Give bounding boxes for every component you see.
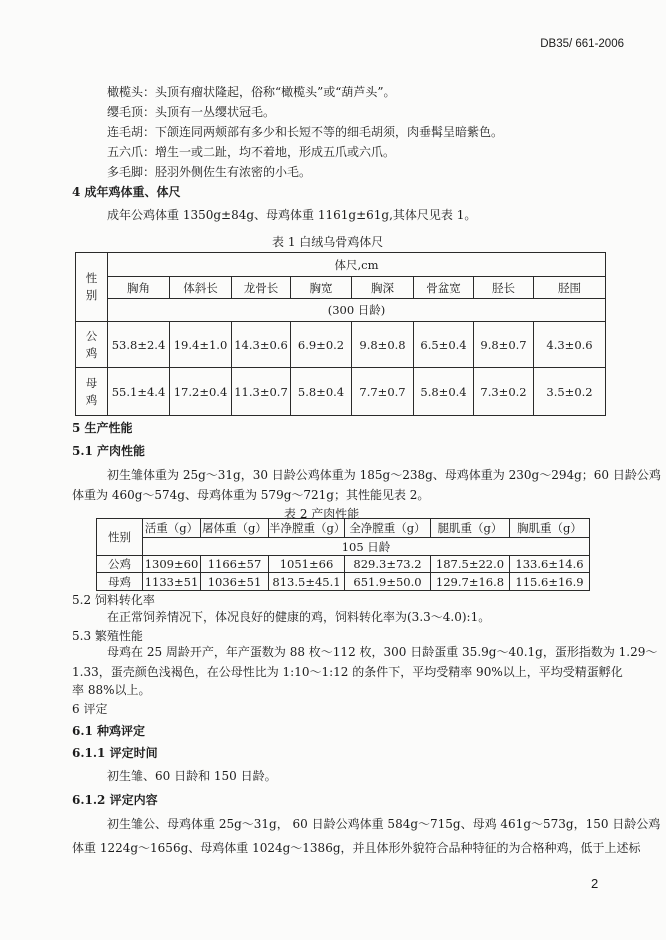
body-size-table [75,252,606,416]
table-group-header: 体尺,cm [108,253,606,277]
row-sex-cell: 公鸡 [97,556,143,573]
table-corner-cell: 性别 [97,519,143,556]
table-cell: 4.3±0.6 [534,322,606,368]
table-caption: 表 2 产肉性能 [284,507,360,521]
row-sex-cell: 母鸡 [97,573,143,591]
table-column-header: 胸角 [108,277,170,299]
paragraph: 率 88%以上。 [72,683,151,697]
definition-line: 多毛脚：胫羽外侧佐生有浓密的小毛。 [107,165,312,179]
table-corner-cell: 性 别 [76,253,108,322]
meat-performance-table [96,518,590,591]
paragraph: 成年公鸡体重 1350g±84g、母鸡体重 1161g±61g,其体尺见表 1。 [107,208,477,222]
paragraph: 体重为 460g～574g、母鸡体重为 579g～721g；其性能见表 2。 [72,488,430,502]
table-cell: 1051±66 [269,556,345,573]
table-cell: 133.6±14.6 [510,556,590,573]
table-column-header: 胸宽 [291,277,352,299]
table-column-header: 活重（g） [143,519,201,538]
definition-line: 连毛胡：下颌连同两颊部有多少和长短不等的细毛胡须，肉垂髯呈暗紫色。 [107,125,504,139]
table-column-header: 胫围 [534,277,606,299]
subsection-heading: 5.1 产肉性能 [72,444,146,458]
table-column-header: 全净膛重（g） [345,519,431,538]
subsection-heading: 5.3 繁殖性能 [72,629,143,643]
table-cell: 9.8±0.8 [352,322,414,368]
row-sex-cell: 公 鸡 [76,322,108,368]
document-code: DB35/ 661-2006 [540,38,624,50]
paragraph: 体重 1224g～1656g、母鸡体重 1024g～1386g，并且体形外貌符合品种特征的为合格种鸡，低于上述标 [72,841,641,855]
table-cell: 11.3±0.7 [232,368,291,416]
table-column-header: 半净膛重（g） [269,519,345,538]
table-column-header: 胫长 [474,277,534,299]
table-cell: 9.8±0.7 [474,322,534,368]
table-age-row: (300 日龄) [108,299,606,322]
table-column-header: 骨盆宽 [414,277,474,299]
subsection-heading: 6.1 种鸡评定 [72,724,146,738]
definition-line: 五六爪：增生一或二趾，均不着地，形成五爪或六爪。 [107,145,396,159]
subsection-heading: 6.1.2 评定内容 [72,793,158,807]
table-cell: 5.8±0.4 [414,368,474,416]
table-caption: 表 1 白绒乌骨鸡体尺 [272,235,384,249]
table-column-header: 腿肌重（g） [431,519,510,538]
section-heading: 4 成年鸡体重、体尺 [72,185,181,199]
table-cell: 651.9±50.0 [345,573,431,591]
table-cell: 6.9±0.2 [291,322,352,368]
paragraph: 初生雏体重为 25g～31g，30 日龄公鸡体重为 185g～238g、母鸡体重为 230g～294g；60 日龄公鸡 [107,468,661,482]
paragraph: 初生雏、60 日龄和 150 日龄。 [107,769,277,783]
definition-line: 缨毛顶：头顶有一丛缨状冠毛。 [107,105,276,119]
table-cell: 1166±57 [201,556,269,573]
table-cell: 6.5±0.4 [414,322,474,368]
table-column-header: 胸深 [352,277,414,299]
table-row [76,368,606,416]
table-cell: 5.8±0.4 [291,368,352,416]
table-cell: 19.4±1.0 [170,322,232,368]
paragraph: 母鸡在 25 周龄开产，年产蛋数为 88 枚～112 枚，300 日龄蛋重 35.9g～40.1g，蛋形指数为 1.29～ [107,645,658,659]
table-age-row: 105 日龄 [143,538,590,556]
section-heading: 5 生产性能 [72,421,133,435]
table-cell: 1133±51 [143,573,201,591]
table-cell: 829.3±73.2 [345,556,431,573]
table-row [97,573,590,591]
table-cell: 17.2±0.4 [170,368,232,416]
table-cell: 55.1±4.4 [108,368,170,416]
table-cell: 14.3±0.6 [232,322,291,368]
table-cell: 813.5±45.1 [269,573,345,591]
section-heading: 6 评定 [72,702,108,716]
table-cell: 7.3±0.2 [474,368,534,416]
paragraph: 在正常饲养情况下，体况良好的健康的鸡，饲料转化率为(3.3～4.0):1。 [107,610,491,624]
table-row [97,556,590,573]
definition-line: 橄榄头：头顶有瘤状隆起，俗称“橄榄头”或“葫芦头”。 [107,85,396,99]
paragraph: 初生雏公、母鸡体重 25g～31g， 60 日龄公鸡体重 584g～715g、母鸡 461g～573g，150 日龄公鸡 [107,817,661,831]
table-column-header: 胸肌重（g） [510,519,590,538]
table-cell: 7.7±0.7 [352,368,414,416]
page-number: 2 [591,876,599,891]
table-column-header: 龙骨长 [232,277,291,299]
table-cell: 3.5±0.2 [534,368,606,416]
table-cell: 187.5±22.0 [431,556,510,573]
subsection-heading: 6.1.1 评定时间 [72,746,158,760]
table-row [76,322,606,368]
table-cell: 129.7±16.8 [431,573,510,591]
table-cell: 115.6±16.9 [510,573,590,591]
table-column-header: 屠体重（g） [201,519,269,538]
table-cell: 1036±51 [201,573,269,591]
table-column-header: 体斜长 [170,277,232,299]
subsection-heading: 5.2 饲料转化率 [72,593,155,607]
table-cell: 53.8±2.4 [108,322,170,368]
paragraph: 1.33，蛋壳颜色浅褐色，在公母性比为 1:10～1:12 的条件下，平均受精率 90%以上，平均受精蛋孵化 [72,665,623,679]
row-sex-cell: 母 鸡 [76,368,108,416]
table-cell: 1309±60 [143,556,201,573]
